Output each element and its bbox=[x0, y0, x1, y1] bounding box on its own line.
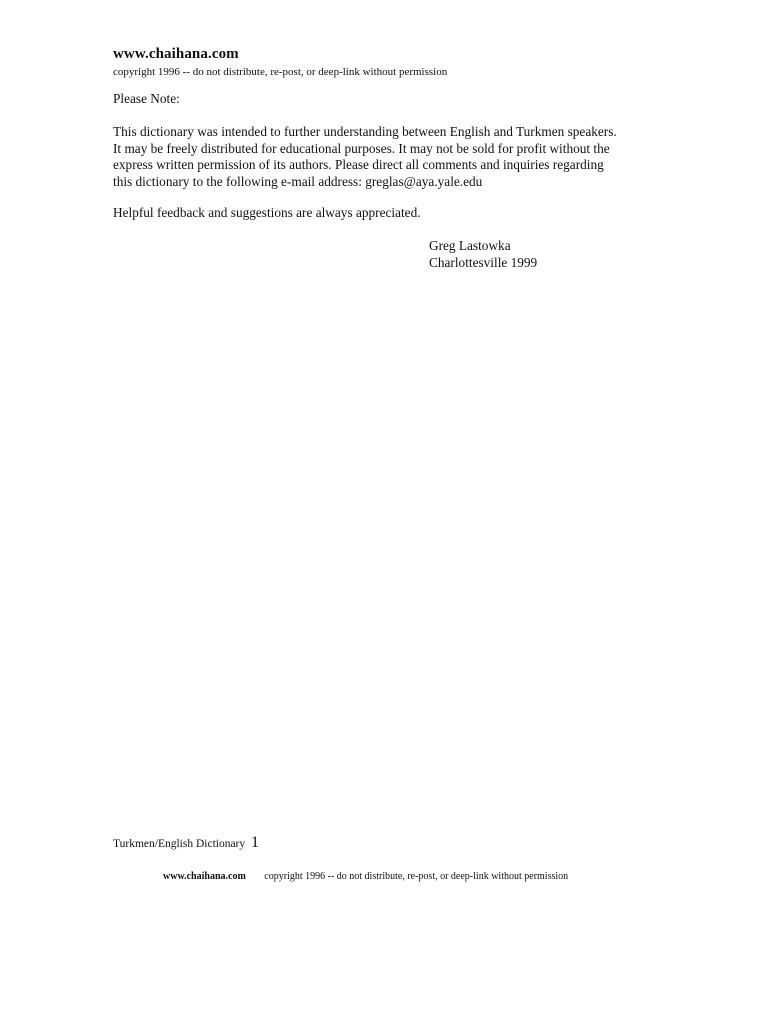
paragraph-line: this dictionary to the following e-mail address: greglas@aya.yale.edu bbox=[113, 173, 483, 189]
footer-bar bbox=[163, 871, 568, 882]
signature-place-year: Charlottesville 1999 bbox=[429, 255, 538, 270]
header-copyright: copyright 1996 -- do not distribute, re-post, or deep-link without permission bbox=[113, 66, 448, 78]
footer-copyright: copyright 1996 -- do not distribute, re-post, or deep-link without permission bbox=[264, 871, 569, 882]
paragraph-line: This dictionary was intended to further understanding between English and Turkmen speakers. bbox=[113, 124, 617, 139]
feedback-paragraph: Helpful feedback and suggestions are always appreciated. bbox=[113, 205, 421, 220]
main-paragraph bbox=[113, 124, 617, 190]
footer-title-text: Turkmen/English Dictionary bbox=[113, 838, 246, 850]
note-heading: Please Note: bbox=[113, 91, 180, 106]
footer-doc-title bbox=[113, 834, 259, 852]
paragraph-line: It may be freely distributed for educational purposes. It may not be sold for profit without the bbox=[113, 140, 610, 156]
footer-site: www.chaihana.com bbox=[163, 871, 246, 882]
signature-block bbox=[429, 237, 537, 271]
page-number: 1 bbox=[251, 834, 260, 851]
paragraph-line: express written permission of its authors. Please direct all comments and inquiries regarding bbox=[113, 157, 604, 172]
header-site-title: www.chaihana.com bbox=[113, 46, 239, 62]
signature-name: Greg Lastowka bbox=[429, 238, 511, 253]
